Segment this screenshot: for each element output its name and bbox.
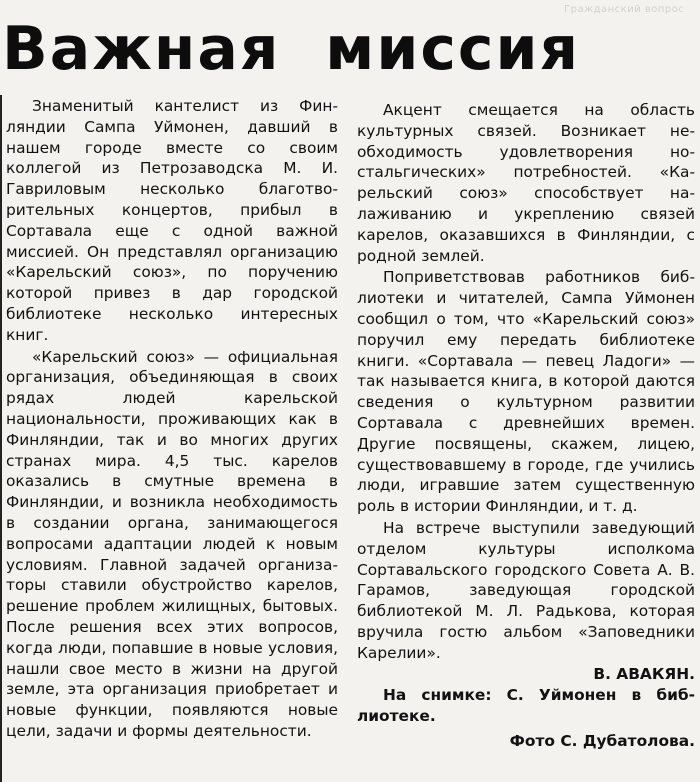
author-signature: В. АВАКЯН.: [593, 664, 695, 683]
paragraph: На встрече выступили заведующий отделом культуры исполкома Сортавальского городского Совета А. В. Гарамов, заведующая городской библиотекой М. Л. Радькова, которая вручила гостю альбом «Заповедники Карелии».: [357, 518, 695, 662]
article-headline: Важная миссия: [2, 14, 581, 84]
paragraph: «Карельский союз» — официальная организация, объединяющая в своих рядах людей карельской национальности, проживающих как в Финляндии, так и во многих других странах мира. 4,5 тыс. карелов оказались в смутные времена в Финляндии, и возникла необходимость в создании органа, занимающегося вопросами адаптации людей к новым условиям. Главной задачей организаторы ставили обустройство карелов, решение проблем жилищных, бытовых. После решения всех этих вопросов, когда люди, попавшие в новые условия, нашли свое место в жизни на другой земле, эта организация приобретает и новые функции, появляются новые цели, задачи и формы деятельности.: [6, 347, 338, 740]
paragraph: Акцент смещается на область культурных связей. Возникает необходимость удовлетворения ностальгических» потребностей. «Карельский союз» способствует налаживанию и укреплению связей карелов, оказавшихся в Финляндии, с родной землей.: [357, 101, 695, 265]
paragraph: Поприветствовав работников библиотеки и читателей, Сампа Уймонен сообщил о том, что «Карельский союз» поручил ему передать библиотеке книги. «Сортавала — певец Ладоги» — так называется книга, в которой даются сведения о культурном развитии Сортавала с древнейших времен. Другие посвящены, скажем, лицею, существовавшему в городе, где учились люди, игравшие затем существенную роль в истории Финляндии, и т. д.: [357, 268, 695, 516]
article-column-left: [6, 96, 338, 742]
photo-credit: Фото С. Дубатолова.: [509, 731, 695, 750]
column-edge-line: [0, 95, 2, 782]
bleed-through-text: Гражданский вопрос: [564, 4, 685, 15]
article-column-right: [357, 100, 695, 752]
photo-caption: На снимке: С. Уймонен в библиотеке.: [357, 686, 695, 726]
paragraph: Знаменитый кантелист из Финляндии Сампа Уймонен, давший в нашем городе вместе со своим коллегой из Петрозаводска М. И. Гавриловым несколько благотворительных концертов, прибыл в Сортавала еще с одной важной миссией. Он представлял организацию «Карельский союз», по поручению которой привез в дар городской библиотеке несколько интересных книг.: [6, 97, 338, 344]
